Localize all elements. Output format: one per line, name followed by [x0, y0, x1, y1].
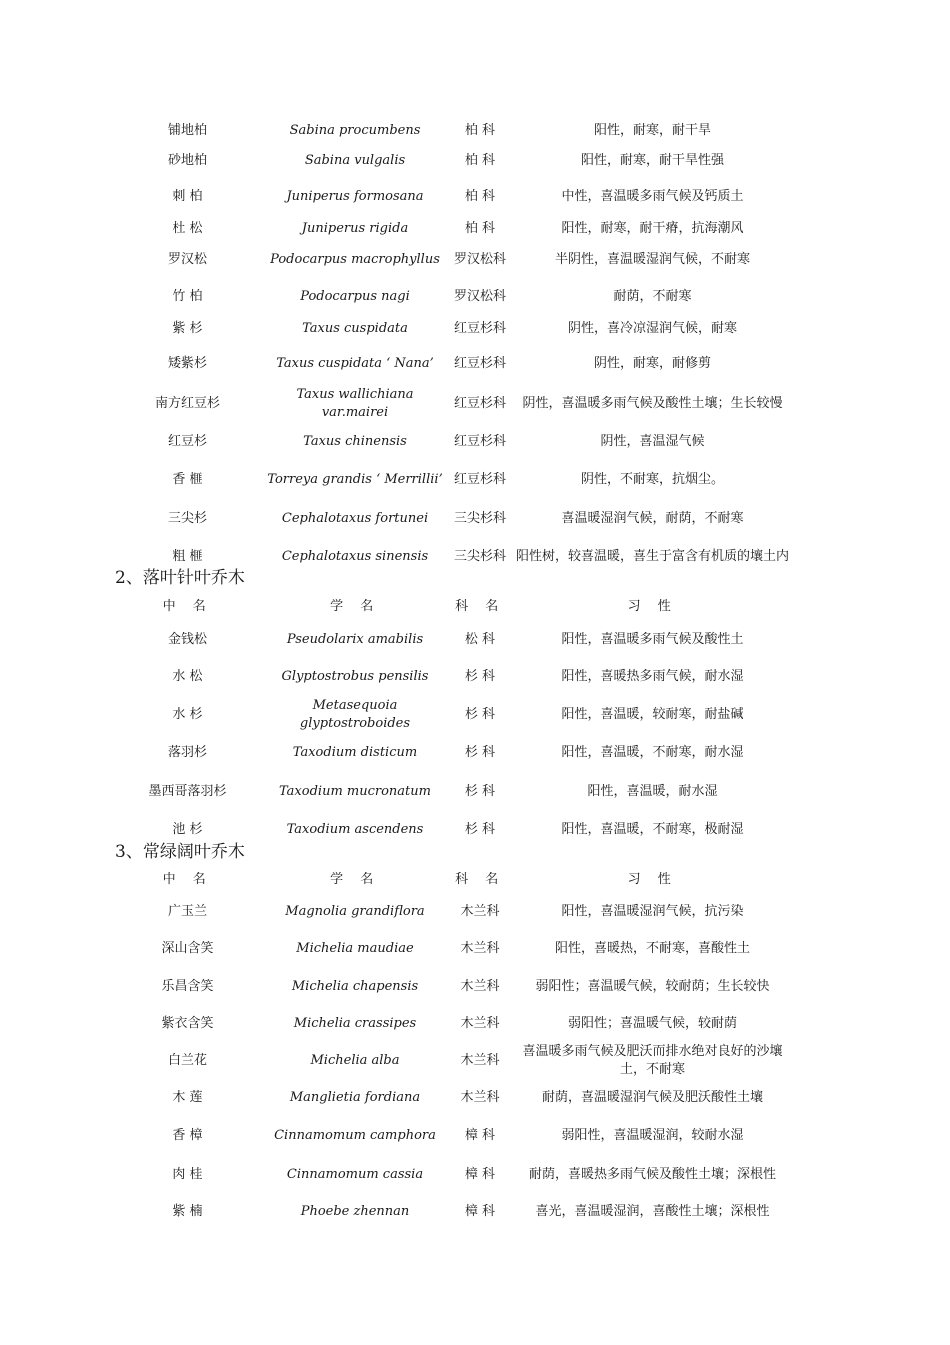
- table-row: [110, 1042, 790, 1080]
- family-name: 杉 科: [464, 784, 496, 799]
- chinese-name: 乐昌含笑: [161, 979, 214, 994]
- table-row: [110, 658, 790, 696]
- habit-text: 喜光，喜温暖湿润，喜酸性土壤；深根性: [535, 1204, 770, 1219]
- habit-text: 弱阳性，喜温暖湿润，较耐水湿: [561, 1128, 744, 1143]
- family-name: 红豆杉科: [453, 356, 506, 371]
- latin-name: Taxus chinensis: [303, 434, 407, 449]
- latin-name: Metasequoia glyptostroboides: [299, 698, 411, 731]
- table-row: [110, 314, 790, 344]
- habit-text: 阳性，喜温暖多雨气候及酸性土: [561, 632, 744, 647]
- family-name: 樟 科: [464, 1167, 496, 1182]
- habit-text: 耐荫，喜暖热多雨气候及酸性土壤；深根性: [528, 1167, 776, 1182]
- table-row: [110, 622, 790, 658]
- latin-name: Michelia maudiae: [296, 941, 414, 956]
- chinese-name: 罗汉松: [167, 252, 207, 267]
- chinese-name: 广玉兰: [167, 904, 207, 919]
- latin-name: Magnolia grandiflora: [285, 904, 425, 919]
- habit-text: 中性，喜温暖多雨气候及钙质土: [561, 189, 744, 204]
- section2-rows: [110, 592, 790, 848]
- table-row: [110, 280, 790, 314]
- habit-text: 耐荫，不耐寒: [613, 289, 692, 304]
- latin-name: Michelia alba: [310, 1053, 400, 1068]
- family-name: 樟 科: [464, 1204, 496, 1219]
- family-name: 柏 科: [464, 221, 496, 236]
- chinese-name: 水 松: [172, 669, 203, 684]
- habit-text: 弱阳性；喜温暖气候，较耐荫；生长较快: [535, 979, 770, 994]
- family-name: 木兰科: [460, 1016, 500, 1031]
- habit-text: 阳性，耐寒，耐干旱性强: [580, 153, 724, 168]
- family-name: 三尖杉科: [453, 511, 506, 526]
- family-name: 罗汉松科: [453, 289, 506, 304]
- chinese-name: 粗 榧: [172, 549, 203, 564]
- habit-text: 喜温暖湿润气候，耐荫，不耐寒: [561, 511, 744, 526]
- habit-text: 阳性，喜温暖，较耐寒，耐盐碱: [561, 707, 744, 722]
- latin-name: Taxus cuspidata: [302, 321, 408, 336]
- table-row: [110, 1006, 790, 1042]
- family-name: 柏 科: [464, 189, 496, 204]
- table-row: [110, 146, 790, 176]
- family-name: 木兰科: [460, 941, 500, 956]
- table-row: [110, 1194, 790, 1230]
- chinese-name: 池 杉: [172, 822, 203, 837]
- family-name: 红豆杉科: [453, 321, 506, 336]
- chinese-name: 落羽杉: [167, 745, 207, 760]
- habit-text: 阳性，耐寒，耐干瘠，抗海潮风: [561, 221, 744, 236]
- chinese-name: 杜 松: [172, 221, 203, 236]
- chinese-name: 矮紫杉: [167, 356, 207, 371]
- table-row: [110, 344, 790, 384]
- latin-name: Taxodium disticum: [292, 745, 418, 760]
- chinese-name: 三尖杉: [167, 511, 207, 526]
- header-family: 科 名: [455, 599, 505, 614]
- family-name: 杉 科: [464, 745, 496, 760]
- habit-text: 阳性，喜温暖，耐水湿: [587, 784, 718, 799]
- family-name: 松 科: [464, 632, 496, 647]
- table-row: [110, 240, 790, 280]
- chinese-name: 红豆杉: [167, 434, 207, 449]
- header-chinese-name: 中 名: [162, 872, 213, 887]
- family-name: 柏 科: [464, 123, 496, 138]
- chinese-name: 南方红豆杉: [154, 396, 220, 411]
- habit-text: 阳性，喜温暖，不耐寒，极耐湿: [561, 822, 744, 837]
- table-row: [110, 968, 790, 1006]
- table-header-row: [110, 866, 790, 894]
- table-row: [110, 500, 790, 538]
- table-row: [110, 384, 790, 424]
- latin-name: Cinnamomum cassia: [286, 1167, 424, 1182]
- latin-name: Taxus cuspidata ‘ Nana’: [276, 356, 434, 371]
- table-row: [110, 734, 790, 772]
- evergreen-conifer-table: [110, 116, 790, 576]
- latin-name: Podocarpus nagi: [300, 289, 410, 304]
- section-title: 3、常绿阔叶乔木: [115, 842, 245, 862]
- table-row: [110, 176, 790, 218]
- table-row: [110, 930, 790, 968]
- habit-text: 阳性，喜温暖，不耐寒，耐水湿: [561, 745, 744, 760]
- table-row: [110, 218, 790, 240]
- habit-text: 阳性，喜暖热多雨气候，耐水湿: [561, 669, 744, 684]
- table-row: [110, 1080, 790, 1116]
- family-name: 杉 科: [464, 822, 496, 837]
- latin-name: Cinnamomum camphora: [274, 1128, 436, 1143]
- chinese-name: 白兰花: [167, 1053, 207, 1068]
- habit-text: 阳性，喜温暖湿润气候，抗污染: [561, 904, 744, 919]
- latin-name: Cephalotaxus sinensis: [281, 549, 429, 564]
- latin-name: Juniperus rigida: [301, 221, 409, 236]
- chinese-name: 金钱松: [167, 632, 207, 647]
- table-row: [110, 1156, 790, 1194]
- header-latin-name: 学 名: [330, 872, 380, 887]
- family-name: 罗汉松科: [453, 252, 506, 267]
- table-header-row: [110, 592, 790, 622]
- chinese-name: 香 榧: [172, 472, 203, 487]
- latin-name: Taxus wallichiana var.mairei: [296, 387, 414, 420]
- header-chinese-name: 中 名: [162, 599, 213, 614]
- family-name: 杉 科: [464, 707, 496, 722]
- habit-text: 阳性，耐寒，耐干旱: [593, 123, 711, 138]
- chinese-name: 砂地柏: [167, 153, 207, 168]
- habit-text: 阴性，喜温暖多雨气候及酸性土壤；生长较慢: [522, 396, 783, 411]
- chinese-name: 肉 桂: [172, 1167, 203, 1182]
- latin-name: Torreya grandis ‘ Merrillii’: [267, 472, 443, 487]
- evergreen-broadleaf-table: [110, 866, 790, 1230]
- chinese-name: 水 杉: [172, 707, 203, 722]
- chinese-name: 香 樟: [172, 1128, 203, 1143]
- chinese-name: 竹 柏: [172, 289, 203, 304]
- family-name: 三尖杉科: [453, 549, 506, 564]
- table-row: [110, 772, 790, 812]
- family-name: 樟 科: [464, 1128, 496, 1143]
- habit-text: 阴性，喜冷凉湿润气候，耐寒: [567, 321, 737, 336]
- header-family: 科 名: [455, 872, 505, 887]
- header-habit: 习 性: [627, 872, 678, 887]
- family-name: 红豆杉科: [453, 434, 506, 449]
- habit-text: 阴性，不耐寒，抗烟尘。: [580, 472, 724, 487]
- chinese-name: 墨西哥落羽杉: [148, 784, 227, 799]
- header-latin-name: 学 名: [330, 599, 380, 614]
- family-name: 木兰科: [460, 904, 500, 919]
- latin-name: Podocarpus macrophyllus: [270, 252, 440, 267]
- chinese-name: 刺 柏: [172, 189, 203, 204]
- latin-name: Cephalotaxus fortunei: [281, 511, 429, 526]
- latin-name: Taxodium ascendens: [286, 822, 424, 837]
- table-row: [110, 460, 790, 500]
- family-name: 杉 科: [464, 669, 496, 684]
- habit-text: 喜温暖多雨气候及肥沃而排水绝对良好的沙壤土，不耐寒: [522, 1044, 783, 1077]
- habit-text: 耐荫，喜温暖湿润气候及肥沃酸性土壤: [541, 1090, 763, 1105]
- habit-text: 半阴性，喜温暖湿润气候，不耐寒: [554, 252, 750, 267]
- family-name: 红豆杉科: [453, 396, 506, 411]
- section-title: 2、落叶针叶乔木: [115, 568, 245, 588]
- table-row: [110, 116, 790, 146]
- latin-name: Sabina vulgalis: [304, 153, 406, 168]
- latin-name: Michelia crassipes: [293, 1016, 417, 1031]
- latin-name: Juniperus formosana: [286, 189, 424, 204]
- section3-rows: [110, 866, 790, 1230]
- chinese-name: 紫 杉: [172, 321, 203, 336]
- latin-name: Taxodium mucronatum: [279, 784, 431, 799]
- habit-text: 阴性，耐寒，耐修剪: [593, 356, 711, 371]
- habit-text: 阴性，喜温湿气候: [600, 434, 705, 449]
- table-row: [110, 1116, 790, 1156]
- family-name: 柏 科: [464, 153, 496, 168]
- table-row: [110, 894, 790, 930]
- deciduous-conifer-table: [110, 592, 790, 848]
- latin-name: Pseudolarix amabilis: [286, 632, 424, 647]
- section1-rows: [110, 116, 790, 576]
- family-name: 木兰科: [460, 1053, 500, 1068]
- header-habit: 习 性: [627, 599, 678, 614]
- latin-name: Michelia chapensis: [291, 979, 419, 994]
- habit-text: 阳性树，较喜温暖，喜生于富含有机质的壤土内: [515, 549, 789, 564]
- latin-name: Manglietia fordiana: [289, 1090, 421, 1105]
- habit-text: 弱阳性；喜温暖气候，较耐荫: [567, 1016, 737, 1031]
- family-name: 红豆杉科: [453, 472, 506, 487]
- chinese-name: 紫衣含笑: [161, 1016, 214, 1031]
- table-row: [110, 696, 790, 734]
- family-name: 木兰科: [460, 1090, 500, 1105]
- chinese-name: 深山含笑: [161, 941, 214, 956]
- latin-name: Glyptostrobus pensilis: [281, 669, 429, 684]
- chinese-name: 紫 楠: [172, 1204, 203, 1219]
- chinese-name: 铺地柏: [167, 123, 207, 138]
- table-row: [110, 424, 790, 460]
- habit-text: 阳性，喜暖热，不耐寒，喜酸性土: [554, 941, 750, 956]
- chinese-name: 木 莲: [172, 1090, 203, 1105]
- latin-name: Phoebe zhennan: [300, 1204, 410, 1219]
- family-name: 木兰科: [460, 979, 500, 994]
- latin-name: Sabina procumbens: [289, 123, 421, 138]
